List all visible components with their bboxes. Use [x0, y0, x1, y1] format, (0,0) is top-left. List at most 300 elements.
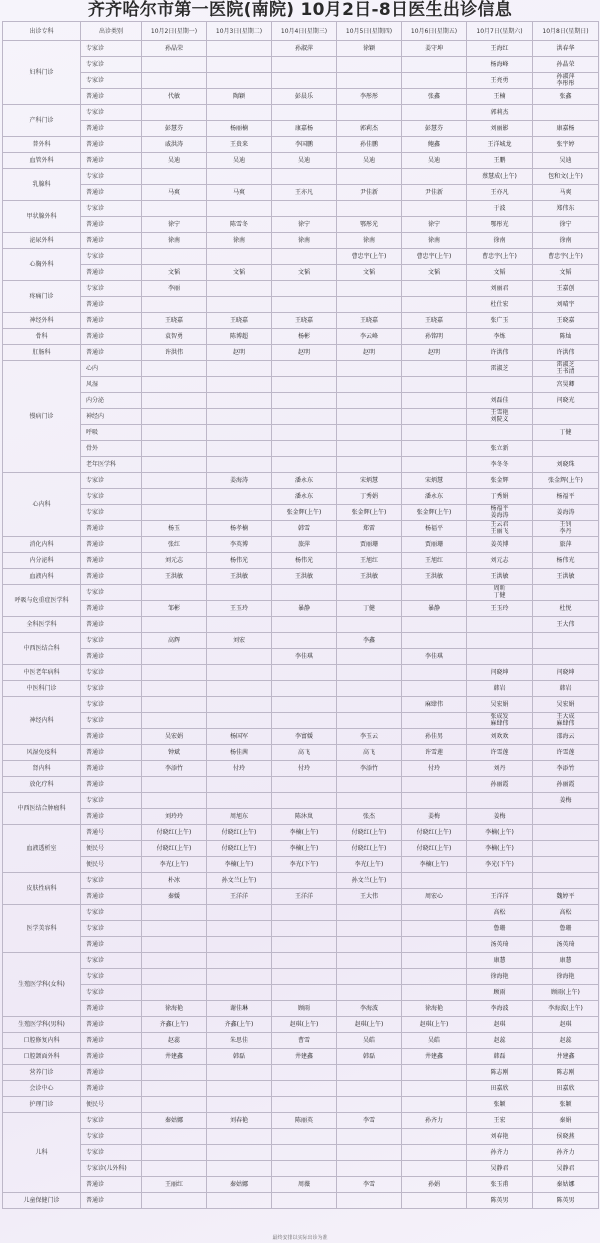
- department-cell: 消化内科: [3, 537, 81, 553]
- doctor-cell: [272, 937, 337, 953]
- doctor-cell: [142, 1145, 207, 1161]
- table-row: [3, 1001, 599, 1017]
- doctor-cell: [272, 457, 337, 473]
- doctor-cell: [533, 825, 599, 841]
- table-row: [3, 665, 599, 681]
- department-cell: 慢病门诊: [3, 361, 81, 473]
- doctor-cell: 井建鑫: [402, 1049, 467, 1065]
- doctor-cell: [402, 633, 467, 649]
- doctor-cell: [142, 937, 207, 953]
- doctor-cell: [337, 649, 402, 665]
- doctor-cell: [533, 585, 599, 601]
- doctor-cell: 张金辉(上午): [337, 505, 402, 521]
- department-cell: 营养门诊: [3, 1065, 81, 1081]
- doctor-cell: [142, 297, 207, 313]
- doctor-cell: [272, 905, 337, 921]
- doctor-cell: 刘元志: [467, 553, 533, 569]
- clinic-type-cell: 专家诊: [81, 1113, 142, 1129]
- doctor-cell: 徐南: [402, 233, 467, 249]
- department-cell: 肾内科: [3, 761, 81, 777]
- doctor-cell: 徐海艳: [142, 1001, 207, 1017]
- doctor-cell: [337, 409, 402, 425]
- doctor-cell: 王大成 麻肆伟: [533, 713, 599, 729]
- doctor-cell: [402, 1193, 467, 1209]
- doctor-cell: [207, 505, 272, 521]
- doctor-cell: 徐宁: [402, 217, 467, 233]
- doctor-cell: 杜悦: [533, 601, 599, 617]
- doctor-cell: 杨伟光: [533, 553, 599, 569]
- doctor-cell: 曹忠宇(上午): [467, 249, 533, 265]
- department-cell: 生殖医学科(女科): [3, 953, 81, 1017]
- doctor-cell: 王鹏: [467, 153, 533, 169]
- doctor-cell: 马爽: [142, 185, 207, 201]
- doctor-cell: [402, 393, 467, 409]
- table-row: [3, 649, 599, 665]
- table-row: [3, 777, 599, 793]
- doctor-cell: 姜梅: [533, 793, 599, 809]
- clinic-type-cell: 专家诊: [81, 585, 142, 601]
- doctor-cell: [142, 713, 207, 729]
- clinic-type-cell: 专家诊(儿外科): [81, 1161, 142, 1177]
- doctor-cell: 吴宏娟: [467, 697, 533, 713]
- doctor-cell: [207, 1161, 272, 1177]
- doctor-cell: 王晓嘉: [402, 313, 467, 329]
- clinic-type-cell: 普通诊: [81, 617, 142, 633]
- department-cell: 心内科: [3, 473, 81, 537]
- doctor-cell: 高松: [533, 905, 599, 921]
- clinic-type-cell: 普通号: [81, 825, 142, 841]
- doctor-cell: [207, 937, 272, 953]
- doctor-cell: 朴冰: [142, 873, 207, 889]
- doctor-cell: 李佳琪: [272, 649, 337, 665]
- department-cell: 神经内科: [3, 697, 81, 745]
- doctor-cell: 陈沐岚: [272, 809, 337, 825]
- doctor-cell: 丁秀娟: [337, 489, 402, 505]
- doctor-cell: [272, 1193, 337, 1209]
- doctor-cell: [272, 1161, 337, 1177]
- doctor-cell: [207, 681, 272, 697]
- doctor-cell: [402, 201, 467, 217]
- department-cell: 产科门诊: [3, 105, 81, 137]
- doctor-cell: [207, 249, 272, 265]
- doctor-cell: [337, 681, 402, 697]
- doctor-cell: [272, 665, 337, 681]
- doctor-cell: 徐宁: [272, 217, 337, 233]
- clinic-type-cell: 专家诊: [81, 105, 142, 121]
- table-row: [3, 361, 599, 377]
- department-cell: 医学美容科: [3, 905, 81, 953]
- doctor-cell: [207, 489, 272, 505]
- doctor-cell: 鲁珊: [467, 921, 533, 937]
- schedule-table: [2, 21, 599, 1209]
- doctor-cell: [402, 409, 467, 425]
- clinic-type-cell: 专家诊: [81, 905, 142, 921]
- clinic-type-cell: 普通诊: [81, 185, 142, 201]
- doctor-cell: 代敏: [142, 89, 207, 105]
- doctor-cell: 许洪伟: [533, 345, 599, 361]
- clinic-type-cell: 专家诊: [81, 665, 142, 681]
- doctor-cell: 王贵来: [207, 137, 272, 153]
- table-row: [3, 1049, 599, 1065]
- doctor-cell: [402, 425, 467, 441]
- page-title: 齐齐哈尔市第一医院(南院) 10月2日-8日医生出诊信息: [87, 0, 513, 20]
- doctor-cell: 王晓嘉: [207, 313, 272, 329]
- doctor-cell: 潘永东: [272, 473, 337, 489]
- doctor-cell: [207, 1129, 272, 1145]
- doctor-cell: [402, 361, 467, 377]
- doctor-cell: [402, 105, 467, 121]
- doctor-cell: 闫晓坤: [467, 665, 533, 681]
- doctor-cell: [272, 617, 337, 633]
- doctor-cell: 丁健: [533, 425, 599, 441]
- doctor-cell: [402, 57, 467, 73]
- doctor-cell: [272, 201, 337, 217]
- doctor-cell: [467, 633, 533, 649]
- table-row: [3, 105, 599, 121]
- doctor-cell: [207, 1193, 272, 1209]
- table-row: [3, 953, 599, 969]
- doctor-cell: 田嘉欣: [467, 1081, 533, 1097]
- doctor-cell: 康嘉杨: [533, 121, 599, 137]
- doctor-cell: 李光(上午): [337, 857, 402, 873]
- clinic-type-cell: 专家诊: [81, 57, 142, 73]
- doctor-cell: 王洋洋: [207, 889, 272, 905]
- doctor-cell: [337, 1145, 402, 1161]
- doctor-cell: [272, 441, 337, 457]
- doctor-cell: 齐鑫(上午): [142, 1017, 207, 1033]
- doctor-cell: 王宏: [467, 1113, 533, 1129]
- doctor-cell: [337, 425, 402, 441]
- clinic-type-cell: 专家诊: [81, 1145, 142, 1161]
- doctor-cell: [402, 441, 467, 457]
- doctor-cell: 王雪艳 刘院义: [467, 409, 533, 425]
- doctor-cell: 付晓红(上午): [142, 825, 207, 841]
- doctor-cell: 李海波(上午): [533, 1001, 599, 1017]
- doctor-cell: 彭晨乐: [272, 89, 337, 105]
- doctor-cell: [272, 409, 337, 425]
- table-row: [3, 1161, 599, 1177]
- doctor-cell: 付晓红(上午): [337, 825, 402, 841]
- doctor-cell: 王楠: [467, 89, 533, 105]
- doctor-cell: 王旭红: [337, 553, 402, 569]
- doctor-cell: [337, 377, 402, 393]
- doctor-cell: 陈丽英: [272, 1113, 337, 1129]
- table-row: [3, 969, 599, 985]
- doctor-cell: [337, 777, 402, 793]
- doctor-cell: 赵琪(上午): [272, 1017, 337, 1033]
- doctor-cell: 李光(下午): [272, 857, 337, 873]
- doctor-cell: [337, 1081, 402, 1097]
- clinic-type-cell: 普通诊: [81, 233, 142, 249]
- doctor-cell: 李玉云: [337, 729, 402, 745]
- table-row: [3, 89, 599, 105]
- table-row: [3, 793, 599, 809]
- clinic-type-cell: 专家诊: [81, 793, 142, 809]
- clinic-type-cell: 便民号: [81, 1097, 142, 1113]
- doctor-cell: 郑雷: [337, 521, 402, 537]
- doctor-cell: [272, 361, 337, 377]
- clinic-type-cell: 专家诊: [81, 1129, 142, 1145]
- doctor-cell: 汤英琦: [467, 937, 533, 953]
- department-cell: 儿童保健门诊: [3, 1193, 81, 1209]
- doctor-cell: [142, 921, 207, 937]
- doctor-cell: 鄂彤光: [337, 217, 402, 233]
- doctor-cell: 李添竹: [142, 761, 207, 777]
- doctor-cell: [272, 1065, 337, 1081]
- clinic-type-cell: 普通诊: [81, 217, 142, 233]
- clinic-type-cell: 普通诊: [81, 729, 142, 745]
- doctor-cell: [207, 297, 272, 313]
- doctor-cell: [207, 105, 272, 121]
- clinic-type-cell: 专家诊: [81, 921, 142, 937]
- doctor-cell: 孙齐力: [533, 1145, 599, 1161]
- doctor-cell: 付晓红(上午): [207, 841, 272, 857]
- clinic-type-cell: 专家诊: [81, 985, 142, 1001]
- doctor-cell: 杨丽楠: [207, 121, 272, 137]
- doctor-cell: [142, 1161, 207, 1177]
- doctor-cell: 赵琪(上午): [337, 1017, 402, 1033]
- doctor-cell: 徐南: [207, 233, 272, 249]
- doctor-cell: [142, 249, 207, 265]
- doctor-cell: [533, 809, 599, 825]
- header-cell: 出诊类别: [81, 22, 142, 41]
- doctor-cell: 井建鑫: [533, 1049, 599, 1065]
- clinic-type-cell: 普通诊: [81, 649, 142, 665]
- doctor-cell: 刘玲玲: [142, 809, 207, 825]
- table-row: [3, 185, 599, 201]
- doctor-cell: 高飞: [272, 745, 337, 761]
- doctor-cell: [402, 921, 467, 937]
- doctor-cell: 韩岩: [533, 681, 599, 697]
- doctor-cell: [337, 169, 402, 185]
- clinic-type-cell: 普通诊: [81, 937, 142, 953]
- doctor-cell: 王洪敏: [272, 569, 337, 585]
- doctor-cell: [142, 649, 207, 665]
- doctor-cell: [207, 665, 272, 681]
- doctor-cell: [272, 697, 337, 713]
- doctor-cell: 钟斌: [142, 745, 207, 761]
- doctor-cell: [272, 873, 337, 889]
- doctor-cell: 徐南: [533, 233, 599, 249]
- doctor-cell: [207, 969, 272, 985]
- clinic-type-cell: 普通诊: [81, 1081, 142, 1097]
- doctor-cell: 吴宏娟: [533, 697, 599, 713]
- doctor-cell: 李楠(上午): [272, 841, 337, 857]
- doctor-cell: 宋炳慧: [337, 473, 402, 489]
- clinic-type-cell: 普通诊: [81, 809, 142, 825]
- doctor-cell: 赵琪: [533, 1017, 599, 1033]
- clinic-type-cell: 普通诊: [81, 553, 142, 569]
- department-cell: 疼痛门诊: [3, 281, 81, 313]
- table-row: [3, 281, 599, 297]
- doctor-cell: 付晓红(上午): [402, 825, 467, 841]
- doctor-cell: 徐海艳: [533, 969, 599, 985]
- doctor-cell: 麻肆伟: [402, 697, 467, 713]
- doctor-cell: 洪春华: [533, 41, 599, 57]
- doctor-cell: [337, 697, 402, 713]
- table-row: [3, 1193, 599, 1209]
- header-cell: 出诊专科: [3, 22, 81, 41]
- doctor-cell: 付玲: [402, 761, 467, 777]
- clinic-type-cell: 专家诊: [81, 713, 142, 729]
- doctor-cell: [272, 1145, 337, 1161]
- doctor-cell: 王洋城龙: [467, 137, 533, 153]
- doctor-cell: 刘欢欢: [467, 729, 533, 745]
- doctor-cell: 徐宁: [533, 217, 599, 233]
- doctor-cell: [272, 1129, 337, 1145]
- doctor-cell: [207, 1081, 272, 1097]
- doctor-cell: [533, 841, 599, 857]
- doctor-cell: 闫晓坤: [533, 665, 599, 681]
- clinic-type-cell: 专家诊: [81, 489, 142, 505]
- doctor-cell: [272, 249, 337, 265]
- clinic-type-cell: 呼吸: [81, 425, 142, 441]
- doctor-cell: 张金辉(上午): [533, 473, 599, 489]
- header-cell: 10月4日(星期三): [272, 22, 337, 41]
- doctor-cell: 顾雨: [467, 985, 533, 1001]
- doctor-cell: 张立新: [467, 441, 533, 457]
- clinic-type-cell: 专家诊: [81, 633, 142, 649]
- doctor-cell: 吴皓: [402, 1033, 467, 1049]
- doctor-cell: [337, 1161, 402, 1177]
- doctor-cell: 赵明: [337, 345, 402, 361]
- table-row: [3, 617, 599, 633]
- doctor-cell: 王晓嘉: [142, 313, 207, 329]
- doctor-cell: 陈英男: [467, 1193, 533, 1209]
- clinic-type-cell: 普通诊: [81, 313, 142, 329]
- department-cell: 血管外科: [3, 153, 81, 169]
- clinic-type-cell: 专家诊: [81, 169, 142, 185]
- table-row: [3, 713, 599, 729]
- department-cell: 普外科: [3, 137, 81, 153]
- doctor-cell: 吴静君: [533, 1161, 599, 1177]
- doctor-cell: 齐鑫(上午): [207, 1017, 272, 1033]
- table-row: [3, 297, 599, 313]
- doctor-cell: [272, 281, 337, 297]
- doctor-cell: 许雪莲: [533, 745, 599, 761]
- doctor-cell: [402, 585, 467, 601]
- doctor-cell: 李楠(上午): [207, 857, 272, 873]
- table-row: [3, 1097, 599, 1113]
- clinic-type-cell: 普通诊: [81, 121, 142, 137]
- department-cell: 中医科门诊: [3, 681, 81, 697]
- doctor-cell: [142, 393, 207, 409]
- doctor-cell: 李云峰: [337, 329, 402, 345]
- doctor-cell: [337, 793, 402, 809]
- doctor-cell: 马爽: [533, 185, 599, 201]
- doctor-cell: 李楠(上午): [467, 841, 533, 857]
- doctor-cell: [402, 985, 467, 1001]
- doctor-cell: 徐海艳: [402, 1001, 467, 1017]
- department-cell: 口腔修复内科: [3, 1033, 81, 1049]
- doctor-cell: 李雪: [337, 1177, 402, 1193]
- doctor-cell: 王洪敏: [402, 569, 467, 585]
- table-row: [3, 169, 599, 185]
- doctor-cell: 陈博超: [207, 329, 272, 345]
- doctor-cell: 孙佳男: [402, 729, 467, 745]
- doctor-cell: 韩磊: [467, 1049, 533, 1065]
- table-row: [3, 1145, 599, 1161]
- doctor-cell: 徐南: [142, 233, 207, 249]
- table-row: [3, 121, 599, 137]
- department-cell: 血液内科: [3, 569, 81, 585]
- clinic-type-cell: 神经内: [81, 409, 142, 425]
- doctor-cell: [402, 1145, 467, 1161]
- doctor-cell: [402, 617, 467, 633]
- doctor-cell: 陈灿: [533, 329, 599, 345]
- clinic-type-cell: 专家诊: [81, 473, 142, 489]
- doctor-cell: [207, 409, 272, 425]
- doctor-cell: 孙晶荣: [142, 41, 207, 57]
- doctor-cell: 杨伟光: [207, 553, 272, 569]
- doctor-cell: [533, 409, 599, 425]
- doctor-cell: [207, 201, 272, 217]
- doctor-cell: 汤英琦: [533, 937, 599, 953]
- doctor-cell: [142, 361, 207, 377]
- table-row: [3, 313, 599, 329]
- doctor-cell: [142, 793, 207, 809]
- doctor-cell: [467, 617, 533, 633]
- doctor-cell: [337, 441, 402, 457]
- doctor-cell: [142, 473, 207, 489]
- doctor-cell: [207, 905, 272, 921]
- doctor-cell: 王嘉创: [533, 281, 599, 297]
- doctor-cell: 孙淑萍: [272, 41, 337, 57]
- doctor-cell: 陈英男: [533, 1193, 599, 1209]
- doctor-cell: 刘磊佳: [467, 393, 533, 409]
- clinic-type-cell: 便民号: [81, 857, 142, 873]
- doctor-cell: 姜守坤: [402, 41, 467, 57]
- table-row: [3, 233, 599, 249]
- doctor-cell: 赵明: [207, 345, 272, 361]
- doctor-cell: [337, 969, 402, 985]
- department-cell: 泌尿外科: [3, 233, 81, 249]
- doctor-cell: 杨国军: [207, 729, 272, 745]
- doctor-cell: 李楠(上午): [402, 857, 467, 873]
- doctor-cell: 戚洪涛: [142, 137, 207, 153]
- table-row: [3, 905, 599, 921]
- doctor-cell: 潘永东: [272, 489, 337, 505]
- doctor-cell: 付晓红(上午): [142, 841, 207, 857]
- clinic-type-cell: 便民号: [81, 841, 142, 857]
- clinic-type-cell: 老年医学科: [81, 457, 142, 473]
- department-cell: 放化疗科: [3, 777, 81, 793]
- table-row: [3, 921, 599, 937]
- doctor-cell: 王云君 王丽飞: [467, 521, 533, 537]
- table-row: [3, 889, 599, 905]
- doctor-cell: [402, 1161, 467, 1177]
- doctor-cell: 许洪伟: [142, 345, 207, 361]
- doctor-cell: 闫晓光: [533, 393, 599, 409]
- doctor-cell: 田嘉欣: [533, 1081, 599, 1097]
- doctor-cell: 朱思佳: [207, 1033, 272, 1049]
- doctor-cell: 李彤彤: [337, 89, 402, 105]
- doctor-cell: 杨福平: [402, 521, 467, 537]
- doctor-cell: 周旭东: [207, 809, 272, 825]
- table-row: [3, 729, 599, 745]
- header-cell: 10月5日(星期四): [337, 22, 402, 41]
- doctor-cell: 吴迪: [533, 153, 599, 169]
- doctor-cell: 付晓红(上午): [402, 841, 467, 857]
- table-row: [3, 697, 599, 713]
- doctor-cell: [207, 713, 272, 729]
- doctor-cell: 高飞: [337, 745, 402, 761]
- doctor-cell: 李楠(上午): [272, 825, 337, 841]
- doctor-cell: 王玉玲: [467, 601, 533, 617]
- doctor-cell: 姜海涛: [207, 473, 272, 489]
- doctor-cell: 丁健: [337, 601, 402, 617]
- doctor-cell: [533, 105, 599, 121]
